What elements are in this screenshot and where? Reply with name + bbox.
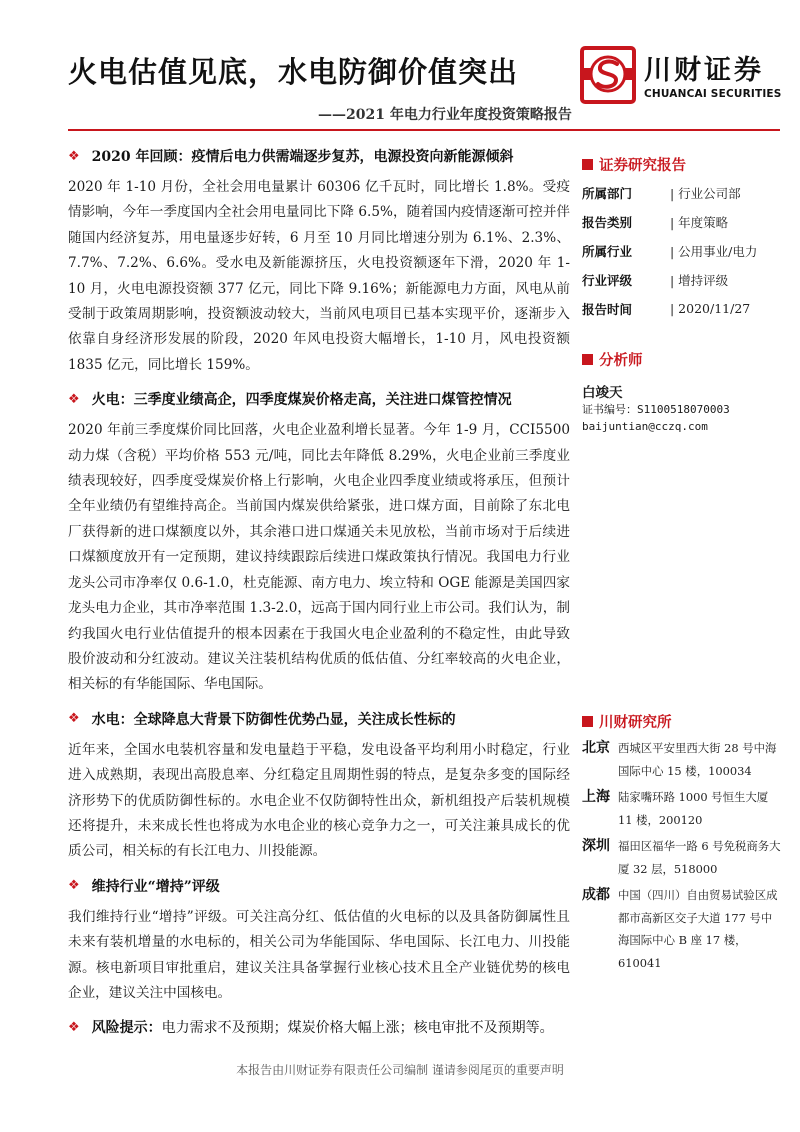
section-heading (68, 706, 570, 732)
red-square-icon (582, 354, 593, 365)
info-key: 所属部门 (582, 185, 633, 201)
section-heading (68, 386, 570, 412)
diamond-bullet-icon: ❖ (68, 1019, 80, 1035)
section-body: 2020 年 1-10 月份，全社会用电量累计 60306 亿千瓦时，同比增长 1.8%。受疫情影响，今年一季度国内全社会用电量同比下降 6.5%，随着国内疫情逐渐可控并伴随国内经济复苏，用电量逐步好转，6 月至 10 月同比增速分别为 6.1%、2.3%、7.7%、7.2%、6.6%。受水电及新能源挤压，火电投资额逐年下滑，2020 年 1-10 月，火电电源投资额 377 亿元，同比下降 9.16%；新能源电力方面，风电从前受制于政策周期影响，投资额波动较大，当前风电项目已基本实现平价，逐渐步入依靠自身经济形发展的阶段，2020 年风电投资大幅增长，1-10 月，风电投资额 1835 亿元，同比增长 159%。 (68, 179, 570, 373)
chuancai-logo-icon (580, 46, 636, 104)
info-row-department (582, 178, 787, 207)
header-divider (68, 129, 780, 131)
company-logo (580, 46, 780, 106)
office-city: 北京 (582, 740, 610, 756)
info-row-industry (582, 236, 787, 265)
risk-label: 风险提示： (91, 1020, 162, 1037)
main-content (68, 143, 570, 1040)
office-address: 中国（四川）自由贸易试验区成都市高新区交子大道 177 号中海国际中心 B 座 17 楼，610041 (618, 888, 778, 970)
info-key: 报告时间 (582, 301, 633, 317)
section-heading-text: 2020 年回顾：疫情后电力供需端逐步复苏，电源投资向新能源倾斜 (91, 149, 514, 165)
diamond-bullet-icon: ❖ (68, 391, 80, 407)
info-key: 报告类别 (582, 214, 633, 230)
office-address: 福田区福华一路 6 号免税商务大厦 32 层，518000 (618, 839, 781, 876)
report-info-panel (582, 154, 787, 435)
section-body: 2020 年前三季度煤价同比回落，火电企业盈利增长显著。今年 1-9 月，CCI5500 动力煤（含税）平均价格 553 元/吨，同比去年降低 8.29%，火电企业前三季度业绩表现较好，四季度受煤炭价格上行影响，火电企业四季度业绩或将承压，但预计全年业绩仍有望维持高企。当前国内煤炭供给紧张，进口煤方面，目前除了东北电厂获得新的进口煤额度以外，其余港口进口煤通关未见放松，当前市场对于后续进口煤额度放开有一定预期，建议持续跟踪后续进口煤政策执行情况。我国电力行业龙头公司市净率仅 0.6-1.0，杜克能源、南方电力、埃立特和 OGE 能源是美国四家龙头电力企业，其市净率范围 1.3-2.0，远高于国内同行业上市公司。我们认为，制约我国火电行业估值提升的根本因素在于我国火电企业盈利的不稳定性，由此导致股价波动和分红波动。建议关注装机结构优质的低估值、分红率较高的火电企业，相关标的有华能国际、华电国际。 (68, 422, 570, 693)
office-address: 陆家嘴环路 1000 号恒生大厦 11 楼，200120 (618, 790, 769, 827)
section-heading-text: 水电：全球降息大背景下防御性优势凸显，关注成长性标的 (91, 711, 456, 728)
office-city: 成都 (582, 887, 610, 903)
office-address: 西城区平安里西大街 28 号中海国际中心 15 楼，100034 (618, 741, 777, 778)
logo-chinese-name: 川财证券 (644, 55, 764, 86)
office-shenzhen (582, 835, 787, 880)
analyst-heading-text: 分析师 (599, 351, 643, 369)
logo-english-name: CHUANCAI SECURITIES (644, 88, 782, 100)
section-body: 近年来，全国水电装机容量和发电量趋于平稳，发电设备平均利用小时稳定，行业进入成熟期，表现出高股息率、分红稳定且周期性弱的特点，是复杂多变的国际经济形势下的优质防御性标的。水电企业不仅防御特性出众，新机组投产后装机规模还将提升，未来成长性也将成为水电企业的核心竞争力之一，可关注兼具成长的优质公司，相关标的有长江电力、川投能源。 (68, 741, 570, 860)
office-chengdu (582, 884, 787, 974)
report-info-heading (582, 154, 787, 174)
section-body: 我们维持行业“增持”评级。可关注高分红、低估值的火电标的以及具备防御属性且未来有装机增量的水电标的，相关公司为华能国际、华电国际、长江电力、川投能源。核电新项目审批重启，建议关注具备掌握行业核心技术且全产业链优势的核电企业，建议关注中国核电。 (68, 908, 570, 1001)
analyst-name: 白竣天 (582, 385, 623, 401)
page-footer: 本报告由川财证券有限责任公司编制 谨请参阅尾页的重要声明 (236, 1063, 564, 1077)
risk-warning (68, 1014, 570, 1040)
info-value: | 年度策略 (670, 214, 729, 230)
section-heading-text: 维持行业“增持”评级 (91, 878, 220, 895)
info-key: 行业评级 (582, 272, 633, 288)
info-row-rating (582, 265, 787, 294)
institute-heading-text: 川财研究所 (599, 713, 672, 731)
red-square-icon (582, 716, 593, 727)
info-value: | 增持评级 (670, 272, 729, 288)
info-value: | 2020/11/27 (670, 301, 751, 316)
analyst-heading (582, 349, 787, 369)
report-title: 火电估值见底，水电防御价值突出 (68, 55, 519, 89)
office-shanghai (582, 786, 787, 831)
section-heading (68, 873, 570, 899)
analyst-cert (582, 401, 787, 418)
info-row-date (582, 294, 787, 323)
report-info-heading-text: 证券研究报告 (599, 156, 686, 174)
cert-label: 证书编号： (582, 403, 637, 416)
info-key: 所属行业 (582, 243, 633, 259)
diamond-bullet-icon: ❖ (68, 711, 80, 727)
diamond-bullet-icon: ❖ (68, 148, 80, 164)
office-city: 深圳 (582, 838, 610, 854)
office-beijing (582, 737, 787, 782)
cert-number: S1100518070003 (637, 403, 730, 416)
report-subtitle: ——2021 年电力行业年度投资策略报告 (318, 107, 572, 123)
red-square-icon (582, 159, 593, 170)
institute-panel (582, 711, 787, 974)
risk-body: 电力需求不及预期；煤炭价格大幅上涨；核电审批不及预期等。 (161, 1020, 554, 1037)
section-heading (68, 143, 570, 169)
info-row-category (582, 207, 787, 236)
office-city: 上海 (582, 789, 610, 805)
analyst-email[interactable]: baijuntian@cczq.com (582, 420, 708, 433)
info-value: | 公用事业/电力 (670, 243, 758, 259)
institute-heading (582, 711, 787, 731)
info-value: | 行业公司部 (670, 185, 741, 201)
section-heading-text: 火电：三季度业绩高企，四季度煤炭价格走高，关注进口煤管控情况 (91, 392, 512, 409)
diamond-bullet-icon: ❖ (68, 878, 80, 894)
